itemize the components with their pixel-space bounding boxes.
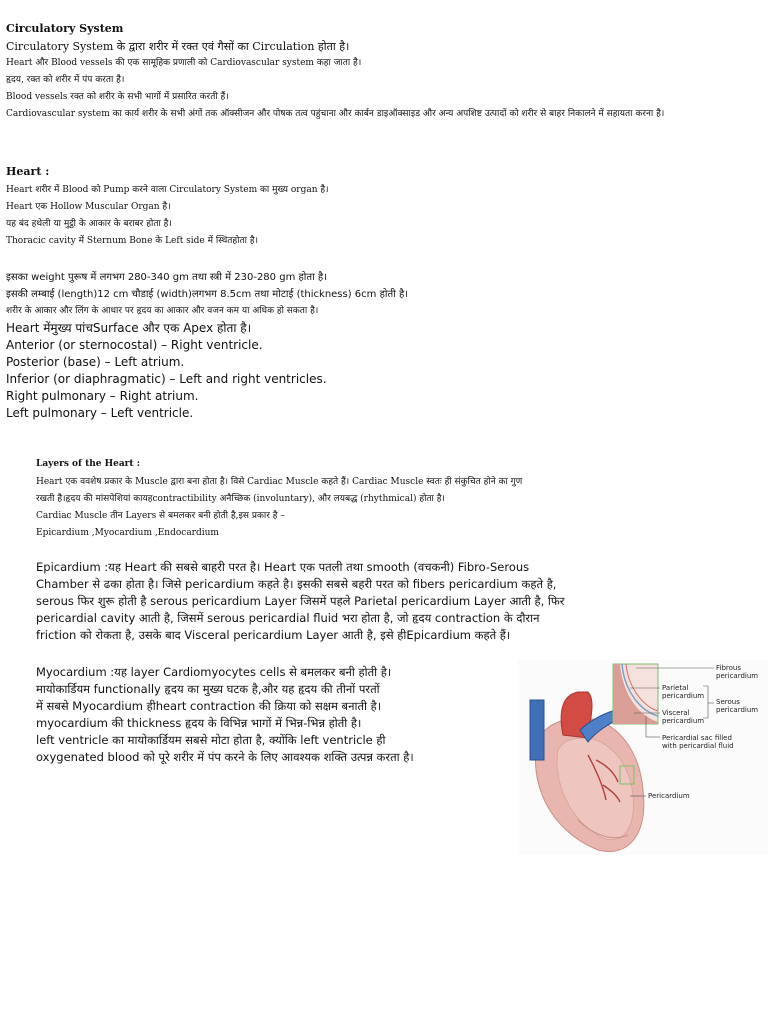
dimension-line: इसका weight पुरूष में लगभग 280-340 gm तथा स्त्री में 230-280 gm होता है। — [6, 272, 327, 283]
heart-title: Heart : — [6, 165, 50, 178]
label-pericardium: Pericardium — [648, 792, 690, 800]
heart-illustration — [518, 660, 768, 855]
myocardium-line: Myocardium :यह layer Cardiomyocytes cells से बमलकर बनी होती है। — [36, 665, 392, 679]
intro-line: हृदय, रक्त को शरीर में पंप करता है। — [6, 75, 125, 85]
heart-line: Heart शरीर में Blood को Pump करने वाला Circulatory System का मुख्य organ है। — [6, 185, 329, 195]
label-fibrous-pericardium: Fibrous pericardium — [716, 664, 759, 680]
myocardium-line: मायोकार्डियम functionally हृदय का मुख्य घटक है,और यह हृदय की तीनों परतों — [36, 682, 380, 696]
myocardium-section — [36, 664, 508, 766]
heart-line: Heart एक Hollow Muscular Organ है। — [6, 202, 171, 212]
myocardium-line: myocardium की thickness हृदय के विभिन्न भागों में भिन्न-भिन्न होती है। — [36, 716, 362, 730]
intro-section — [6, 20, 756, 123]
surface-line: Right pulmonary – Right atrium. — [6, 389, 199, 403]
layers-line: Epicardium ,Myocardium ,Endocardium — [36, 528, 219, 538]
epicardium-line: Epicardium :यह Heart की सबसे बाहरी परत है। Heart एक पतली तथा smooth (वचकनी) Fibro-Serous — [36, 560, 530, 574]
surface-line: Anterior (or sternocostal) – Right ventricle. — [6, 338, 263, 352]
label-pericardial-sac: Pericardial sac filled with pericardial fluid — [662, 734, 734, 750]
epicardium-line: serous फिर शुरू होती है serous pericardium Layer जिसमें पहले Parietal pericardium Layer आती है, फिर — [36, 594, 565, 608]
label-visceral-pericardium: Visceral pericardium — [662, 709, 705, 725]
dimension-line: शरीर के आकार और लिंग के आधार पर हृदय का आकार और वजन कम या अधिक हो सकता है। — [6, 306, 319, 316]
label-parietal-pericardium: Parietal pericardium — [662, 684, 705, 700]
layers-line: Cardiac Muscle तीन Layers से बमलकर बनी होती है,इस प्रकार है – — [36, 511, 285, 521]
epicardium-section — [36, 559, 756, 644]
intro-line: Cardiovascular system का कार्य शरीर के सभी अंगों तक ऑक्सीजन और पोषक तत्व पहुंचाना और कार्बन डाइऑक्साइड और अन्य अपशिष्ट उत्पादों को शरीर से बाहर निकालने में सहायता करना है। — [6, 109, 665, 119]
intro-title: Circulatory System — [6, 22, 124, 35]
myocardium-line: left ventricle का मायोकार्डियम सबसे मोटा होता है, क्योंकि left ventricle ही — [36, 733, 386, 747]
heart-line: यह बंद हथेली या मुट्ठी के आकार के बराबर होता है। — [6, 219, 172, 229]
dimension-line: इसकी लम्बाई (length)12 cm चौडाई (width)लगभग 8.5cm तथा मोटाई (thickness) 6cm होती है। — [6, 289, 409, 300]
dimensions-section — [6, 269, 756, 422]
layers-title: Layers of the Heart : — [36, 459, 141, 469]
layers-line: Heart एक ववशेष प्रकार के Muscle द्वारा बना होता है। विसे Cardiac Muscle कहते हैं। Cardiac Muscle स्वतः ही संकुचित होने का गुण — [36, 477, 523, 487]
surface-line: Inferior (or diaphragmatic) – Left and right ventricles. — [6, 372, 327, 386]
layers-section — [36, 456, 648, 542]
layers-line: रखती है।हृदय की मांसपेशियां कायहcontractibility अनैच्छिक (involuntary), और लयबद्ध (rhythmical) होता है। — [36, 494, 445, 504]
surface-line: Left pulmonary – Left ventricle. — [6, 406, 194, 420]
intro-line: Blood vessels रक्त को शरीर के सभी भागों में प्रसारित करती हैं। — [6, 92, 229, 102]
label-serous-pericardium: Serous pericardium — [716, 698, 759, 714]
intro-line: Heart और Blood vessels की एक सामूहिक प्रणाली को Cardiovascular system कहा जाता है। — [6, 58, 362, 68]
epicardium-line: Chamber से ढका होता है। जिसे pericardium कहते है। इसकी सबसे बहरी परत को fibers pericardium कहते है, — [36, 577, 557, 591]
epicardium-line: friction को रोकता है, उसके बाद Visceral pericardium Layer आती है, इसे हीEpicardium कहते हैं। — [36, 628, 511, 642]
intro-line: Circulatory System के द्वारा शरीर में रक्त एवं गैसों का Circulation होता है। — [6, 40, 350, 53]
epicardium-line: pericardial cavity आती है, जिसमें serous pericardial fluid भरा होता है, जो हृदय contraction के दौरान — [36, 611, 540, 625]
myocardium-line: में सबसे Myocardium हीheart contraction की क्रिया को सक्षम बनाती है। — [36, 699, 382, 713]
heart-section — [6, 163, 756, 250]
surface-line: Posterior (base) – Left atrium. — [6, 355, 185, 369]
heart-line: Thoracic cavity में Sternum Bone के Left side में स्थितहोता है। — [6, 236, 259, 246]
myocardium-line: oxygenated blood को पूरे शरीर में पंप करने के लिए आवश्यक शक्ति उत्पन्न करता है। — [36, 750, 414, 764]
pericardium-figure — [518, 660, 768, 855]
dimension-line: Heart मेंमुख्य पांचSurface और एक Apex होता है। — [6, 321, 252, 335]
